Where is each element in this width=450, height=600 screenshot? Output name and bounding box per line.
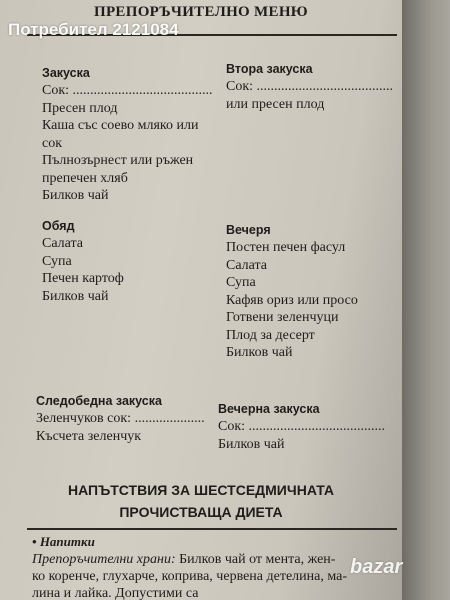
menu-heading: Вечеря xyxy=(226,223,271,237)
menu-line: Билков чай xyxy=(42,288,109,304)
menu-heading: Вечерна закуска xyxy=(218,402,320,416)
menu-heading: Втора закуска xyxy=(226,62,313,76)
menu-sledobedna-zakuska xyxy=(36,394,205,445)
menu-line: Пресен плод xyxy=(42,100,118,116)
menu-heading: Закуска xyxy=(42,66,90,80)
menu-line: Късчета зеленчук xyxy=(36,428,142,444)
menu-line: Салата xyxy=(42,236,84,251)
menu-line: Сок: ........................................ xyxy=(42,83,213,98)
menu-line: Сок: ....................................... xyxy=(218,419,386,434)
menu-line: Сок: ....................................... xyxy=(226,79,394,94)
menu-vtora-zakuska xyxy=(226,62,393,113)
menu-line: Пълнозърнест или ръжен xyxy=(42,153,194,168)
bazar-logo xyxy=(350,556,450,600)
menu-line: Плод за десерт xyxy=(226,327,315,343)
bullet-label: Напитки xyxy=(39,534,95,549)
menu-line: Салата xyxy=(226,257,268,273)
menu-line: Постен печен фасул xyxy=(226,240,346,255)
paragraph-line xyxy=(32,551,400,569)
paragraph-line: ко коренче, глухарче, коприва, червена детелина, ма- xyxy=(32,569,348,584)
menu-line: сок xyxy=(42,135,63,151)
page-title: ПРЕПОРЪЧИТЕЛНО МЕНЮ xyxy=(94,4,308,20)
section-title-line1: НАПЪТСТВИЯ ЗА ШЕСТСЕДМИЧНАТА xyxy=(67,482,335,498)
menu-zakuska xyxy=(42,66,213,205)
logo-text: bazar xyxy=(350,556,403,578)
paragraph-text: Билков чай от мента, жен- xyxy=(175,552,336,567)
page-edge-shadow xyxy=(402,0,450,600)
menu-heading: Следобедна закуска xyxy=(36,394,162,408)
menu-line: Зеленчуков сок: .................... xyxy=(36,411,205,426)
menu-line: Билков чай xyxy=(42,188,109,203)
menu-line: Билков чай xyxy=(218,436,285,452)
menu-vecherya xyxy=(226,223,358,362)
menu-vecherna-zakuska xyxy=(218,402,385,453)
menu-line: Кафяв ориз или просо xyxy=(226,292,358,308)
menu-line: Супа xyxy=(42,253,72,269)
bullet-item xyxy=(32,534,95,550)
menu-line: Готвени зеленчуци xyxy=(226,310,339,325)
menu-line: Печен картоф xyxy=(42,271,124,286)
menu-obyad xyxy=(42,219,124,305)
paragraph-line: лина и лайка. Допустими са xyxy=(32,586,199,600)
paragraph-emphasis: Препоръчителни храни: xyxy=(32,552,176,567)
menu-heading: Обяд xyxy=(42,219,75,233)
section-title-line2: ПРОЧИСТВАЩА ДИЕТА xyxy=(119,504,283,520)
menu-line: Супа xyxy=(226,275,256,290)
watermark-text: Потребител 2121084 xyxy=(8,20,179,39)
section-divider xyxy=(27,528,397,530)
menu-line: или пресен плод xyxy=(226,96,325,112)
bullet-marker: • xyxy=(32,534,37,549)
menu-line: Билков чай xyxy=(226,345,293,360)
menu-line: Каша със соево мляко или xyxy=(42,118,199,133)
menu-line: препечен хляб xyxy=(42,170,128,186)
